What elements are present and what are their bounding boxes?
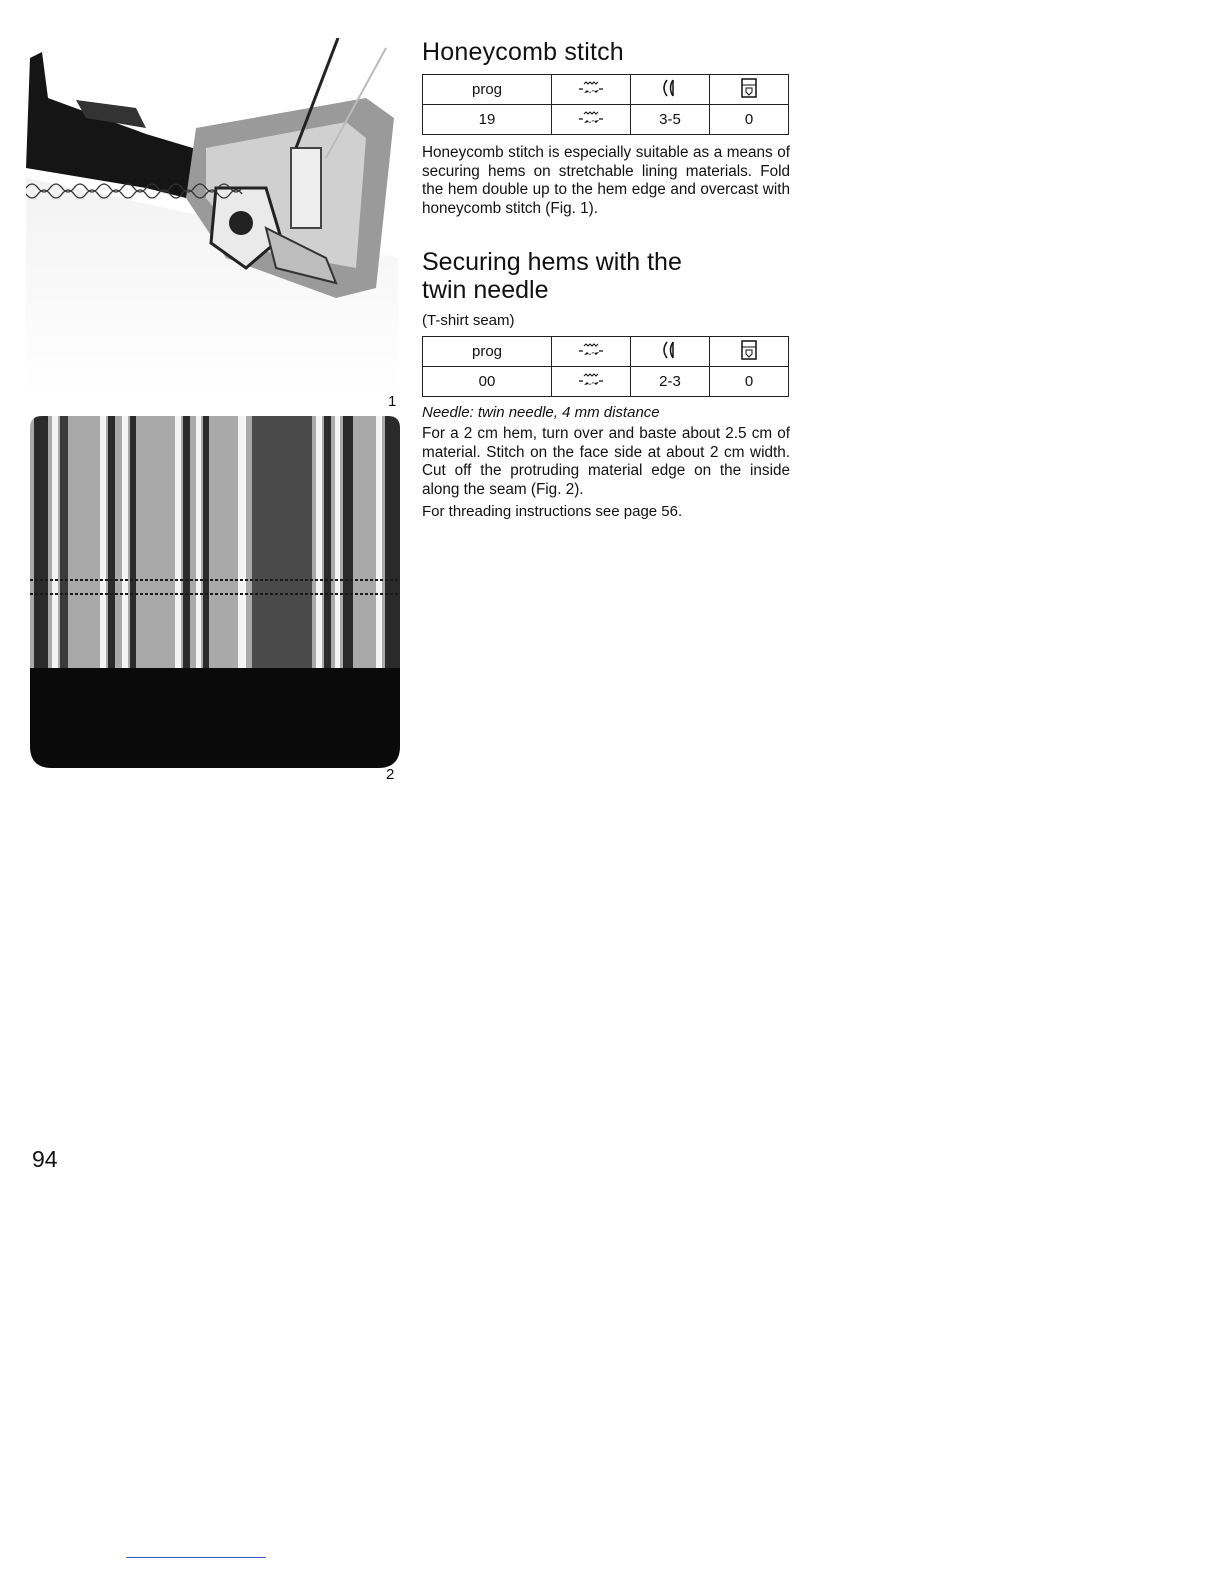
- needle-note: Needle: twin needle, 4 mm distance: [422, 404, 660, 421]
- section-paragraph: For a 2 cm hem, turn over and baste about 2.5 cm of material. Stitch on the face side at about 2 cm width. Cut off the protruding material edge on the inside along the seam (Fig. 2).: [422, 425, 790, 498]
- section-title-line2: twin needle: [422, 276, 549, 304]
- footer-divider: [126, 1557, 266, 1558]
- table-header-row: [423, 75, 789, 105]
- stitch-length-value: 3-5: [631, 105, 710, 135]
- presser-foot-value: 0: [710, 367, 789, 397]
- figure-2-number: 2: [386, 766, 395, 783]
- figure-2-twin-needle-hem-photo: [30, 416, 400, 770]
- stitch-length-value: 2-3: [631, 367, 710, 397]
- table-header-row: [423, 337, 789, 367]
- table-row: [423, 105, 789, 135]
- presser-foot-icon: [710, 75, 789, 105]
- stitch-type-icon: [552, 337, 631, 367]
- section-title-line1: Securing hems with the: [422, 248, 682, 276]
- figure-1-presser-foot-photo: [26, 38, 398, 394]
- page-number: 94: [32, 1146, 58, 1172]
- section-subtitle: (T-shirt seam): [422, 312, 515, 329]
- prog-value: 00: [423, 367, 552, 397]
- section-honeycomb-stitch: [422, 37, 790, 218]
- section-title: Honeycomb stitch: [422, 38, 624, 66]
- presser-foot-value: 0: [710, 105, 789, 135]
- presser-foot-icon: [710, 337, 789, 367]
- prog-value: 19: [423, 105, 552, 135]
- stitch-type-icon: [552, 105, 631, 135]
- settings-table: [422, 336, 789, 397]
- stitch-type-icon: [552, 75, 631, 105]
- stitch-length-icon: [631, 337, 710, 367]
- stitch-length-icon: [631, 75, 710, 105]
- stitch-type-icon: [552, 367, 631, 397]
- settings-table: [422, 74, 789, 135]
- prog-header: prog: [423, 75, 552, 105]
- prog-header: prog: [423, 337, 552, 367]
- section-twin-needle: [422, 248, 790, 520]
- figure-1-number: 1: [388, 393, 397, 410]
- section-paragraph: Honeycomb stitch is especially suitable as a means of securing hems on stretchable lining materials. Fold the hem double up to the hem edge and overcast with honeycomb stitch (Fig. 1).: [422, 144, 790, 217]
- threading-note: For threading instructions see page 56.: [422, 503, 683, 520]
- table-row: [423, 367, 789, 397]
